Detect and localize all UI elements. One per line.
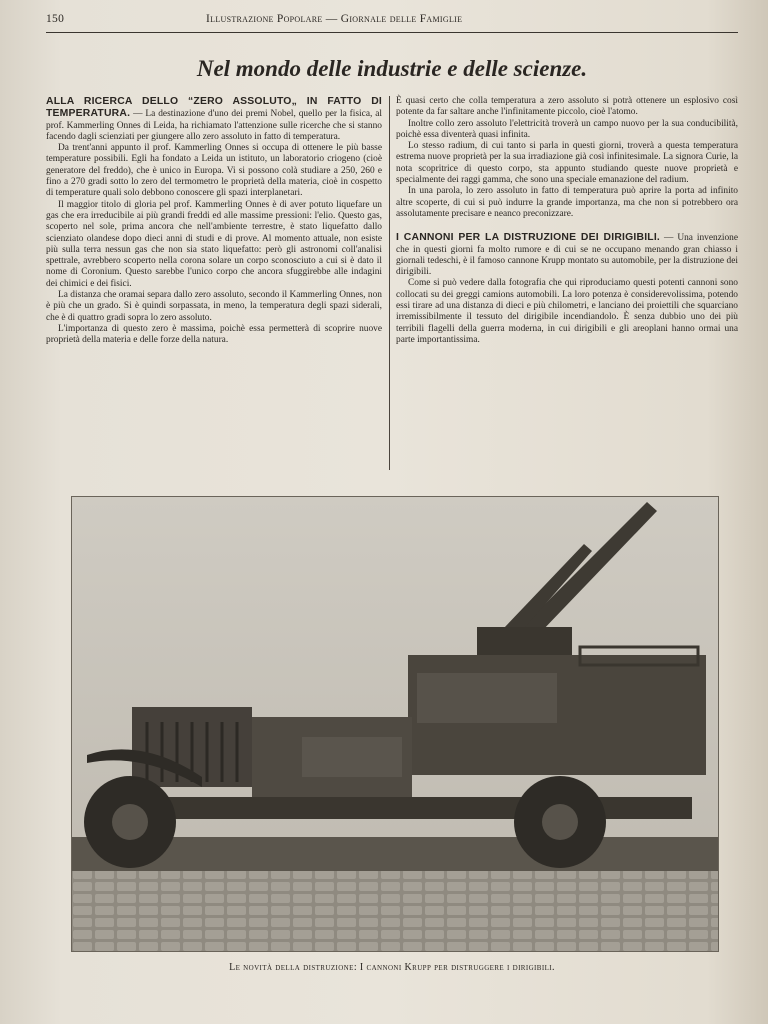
header-rule (46, 32, 738, 33)
article-heading: ALLA RICERCA DELLO “ZERO ASSOLUTO„ IN FATTO DI TEMPERATURA. (46, 96, 382, 120)
running-title: Illustrazione Popolare — Giornale delle Famiglie (206, 13, 463, 25)
article-paragraph: I CANNONI PER LA DISTRUZIONE DEI DIRIGIBILI. — Una invenzione che in questi giorni fa molto rumore e di cui se ne occupano menando gran chiasso i giornali tedeschi, è il famoso cannone Krupp montato su automobile, per la distruzione dei dirigibili. (396, 232, 739, 278)
article-paragraph: La distanza che oramai separa dallo zero assoluto, secondo il Kammerling Onnes, non è più che un grado. Si è quindi sorpassata, in meno, la temperatura degli spazi siderali, che è di quattro gradi sopra lo zero assoluto. (46, 290, 382, 323)
article-paragraph: Il maggior titolo di gloria pel prof. Kammerling Onnes è di aver potuto liquefare un gas che era irreducibile ai più grandi freddi ed alle massime pressioni: l'elio. Questo gas, scoperto nel sole, prima ancora che nell'ambiente terrestre, è stato liquefatto dallo scienziato olandese dopo dieci anni di studi e di prove. Al momento attuale, non esiste più sulla terra nessun gas che non sia stato liquefatto: però gli astronomi coll'analisi spettrale, avrebbero scoperto nella corona solare un corpo sconosciuto a cui si è dato il nome di Coronium. Questo sarebbe l'unico corpo che ancora sfuggirebbe alle indagini dei chimici e dei fisici. (46, 199, 382, 289)
article-paragraph: Inoltre collo zero assoluto l'elettricità troverà un campo nuovo per la sua conducibilità, poichè essa diventerà quasi infinita. (396, 118, 738, 140)
left-column (46, 96, 382, 347)
article-paragraph: Lo stesso radium, di cui tanto si parla in questi giorni, troverà a questa temperatura estrema nuove proprietà per la sua irradiazione già così infinitesimale. La signora Curie, la nota scopritrice di questo corpo, sta appunto studiando queste nuove proprietà e specialmente dei raggi gamma, che sono una speciale emanazione del radium. (396, 141, 738, 186)
page-title: Nel mondo delle industrie e delle scienze. (196, 56, 588, 81)
article-paragraph: In una parola, lo zero assoluto in fatto di temperatura può aprire la porta ad infinito altre scoperte, di cui si può indurre la grande importanza, ma che non si potrebbero ora assolutamente precisare e neanco preconizzare. (396, 186, 738, 219)
article-paragraph: Come si può vedere dalla fotografia che qui riproduciamo questi potenti cannoni sono collocati su dei greggi camions automobili. La loro potenza è considerevolissima, potendo essi tirare ad una distanza di dieci e più chilometri, e lanciano dei proiettili che squarciano irremissibilmente il tessuto del dirigibile incendiandolo. È senza dubbio uno dei più terribili flagelli della guerra moderna, in cui dirigibili e gli areoplani hanno ormai una parte importantissima. (396, 278, 738, 345)
article-paragraph: L'importanza di questo zero è massima, poichè essa permetterà di scoprire nuove proprietà della materia e delle forze della natura. (46, 323, 382, 346)
page-number: 150 (46, 13, 65, 25)
photo-caption: Le novità della distruzione: I cannoni Krupp per distruggere i dirigibili. (229, 962, 555, 973)
photo-krupp-cannon-truck (71, 496, 719, 952)
column-divider (389, 96, 390, 470)
running-header (46, 10, 746, 28)
article-paragraph: Da trent'anni appunto il prof. Kammerling Onnes si occupa di ottenere le più basse temperature possibili. Egli ha fondato a Leida un istituto, un laboratorio criogeno (cioè generatore del freddo), che è unico in Europa. Vi si possono colà studiare a 250, 260 e fino a 270 gradi sotto lo zero del termometro le proprietà della materia, cioè in cospetto di temperature quali solo debbono conoscere gli spazi interplanetari. (46, 143, 382, 199)
article-paragraph: È quasi certo che colla temperatura a zero assoluto si potrà ottenere un esplosivo così potente da far saltare anche l'infinitamente piccolo, cioè l'atomo. (396, 96, 738, 118)
article-heading: I CANNONI PER LA DISTRUZIONE DEI DIRIGIBILI. (396, 232, 661, 244)
right-column (396, 96, 738, 346)
article-paragraph: ALLA RICERCA DELLO “ZERO ASSOLUTO„ IN FATTO DI TEMPERATURA. — La destinazione d'uno dei premi Nobel, quello per la fisica, al prof. Kammerling Onnes di Leida, ha richiamato l'attenzione sulle ricerche che si stanno facendo dagli scienziati per giungere allo zero assoluto in fatto di temperatura. (46, 96, 383, 142)
